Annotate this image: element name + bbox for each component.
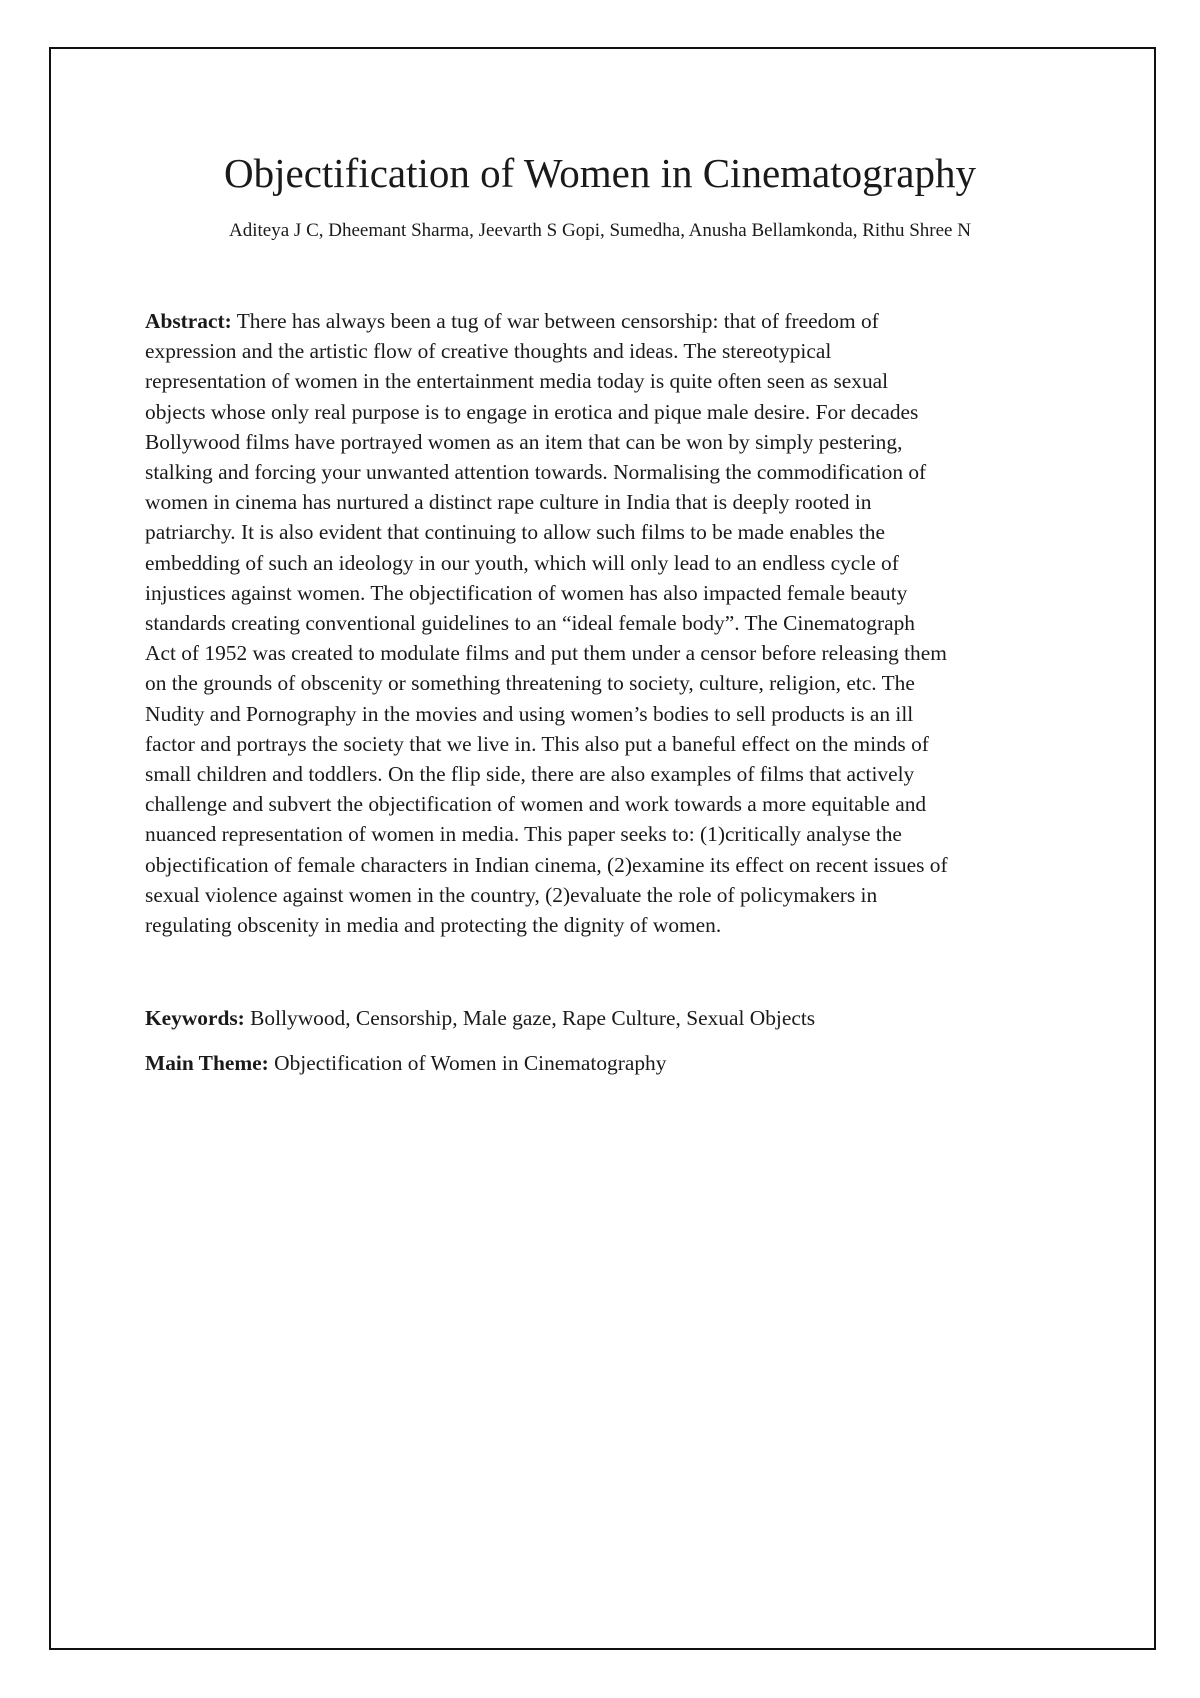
abstract-line: injustices against women. The objectification of women has also impacted female beauty [145, 580, 908, 605]
abstract-text: There has always been a tug of war between censorship: that of freedom of [231, 309, 879, 333]
abstract-line: sexual violence against women in the country, (2)evaluate the role of policymakers in [145, 882, 878, 907]
paper-title: Objectification of Women in Cinematography [224, 150, 976, 196]
abstract-line: nuanced representation of women in media. This paper seeks to: (1)critically analyse the [145, 822, 902, 847]
abstract-line: embedding of such an ideology in our youth, which will only lead to an endless cycle of [145, 550, 899, 575]
abstract-line: on the grounds of obscenity or something threatening to society, culture, religion, etc. The [145, 671, 915, 696]
abstract-line: stalking and forcing your unwanted attention towards. Normalising the commodification of [145, 460, 927, 485]
keywords-line [145, 1003, 815, 1033]
main-theme-line [145, 1048, 666, 1078]
abstract-label: Abstract: [145, 309, 232, 333]
abstract-line: expression and the artistic flow of creative thoughts and ideas. The stereotypical [145, 339, 832, 364]
abstract-line: patriarchy. It is also evident that continuing to allow such films to be made enables the [145, 520, 885, 545]
abstract-line: Bollywood films have portrayed women as an item that can be won by simply pestering, [145, 429, 903, 454]
abstract-line: regulating obscenity in media and protecting the dignity of women. [145, 913, 722, 938]
abstract-line: factor and portrays the society that we live in. This also put a baneful effect on the minds of [145, 731, 929, 756]
keywords-text: Bollywood, Censorship, Male gaze, Rape Culture, Sexual Objects [244, 1006, 816, 1030]
abstract-line: Act of 1952 was created to modulate films and put them under a censor before releasing them [145, 641, 947, 666]
main-theme-label: Main Theme: [145, 1051, 269, 1075]
abstract-line: standards creating conventional guidelines to an “ideal female body”. The Cinematograph [145, 611, 915, 636]
keywords-label: Keywords: [145, 1006, 245, 1030]
author-list: Aditeya J C, Dheemant Sharma, Jeevarth S Gopi, Sumedha, Anusha Bellamkonda, Rithu Shree N [229, 220, 971, 241]
abstract-paragraph [145, 306, 1065, 940]
abstract-line: small children and toddlers. On the flip side, there are also examples of films that actively [145, 762, 915, 787]
abstract-line: women in cinema has nurtured a distinct rape culture in India that is deeply rooted in [145, 490, 872, 515]
abstract-line: objects whose only real purpose is to engage in erotica and pique male desire. For decades [145, 399, 919, 424]
abstract-line: representation of women in the entertainment media today is quite often seen as sexual [145, 369, 889, 394]
abstract-line: objectification of female characters in Indian cinema, (2)examine its effect on recent issues of [145, 852, 948, 877]
abstract-line: challenge and subvert the objectification of women and work towards a more equitable and [145, 792, 927, 817]
abstract-line [145, 306, 1065, 336]
abstract-line: Nudity and Pornography in the movies and using women’s bodies to sell products is an ill [145, 701, 914, 726]
main-theme-text: Objectification of Women in Cinematography [268, 1051, 667, 1075]
